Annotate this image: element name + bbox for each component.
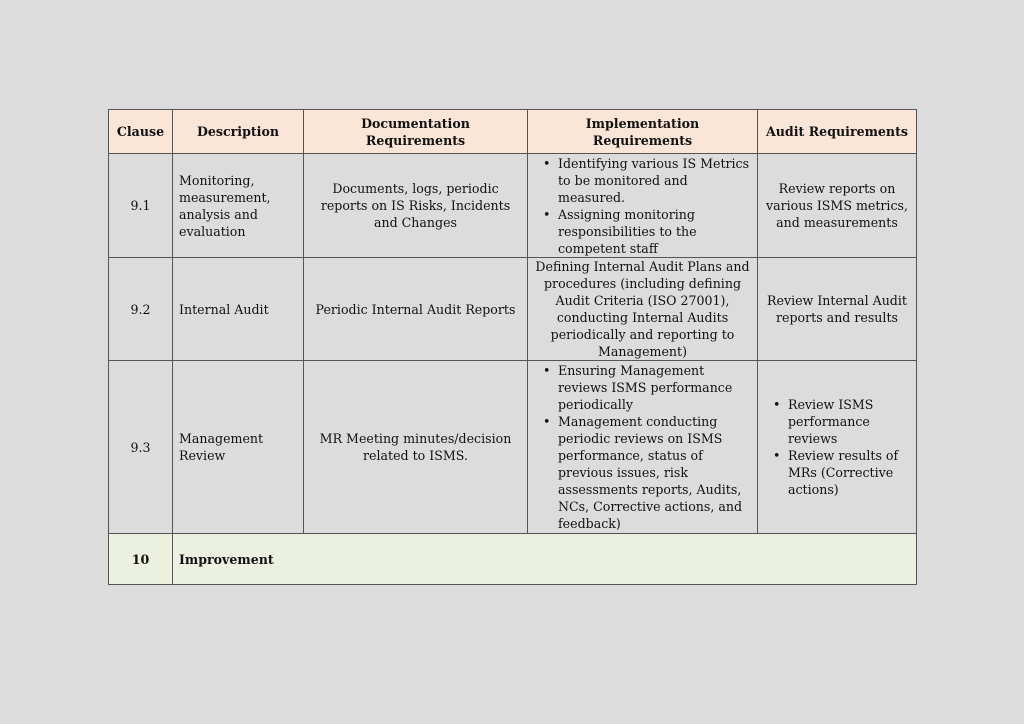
header-documentation-requirements: Documentation Requirements — [304, 110, 528, 154]
audit-cell: Review Internal Audit reports and results — [758, 258, 917, 361]
clause-cell: 9.1 — [109, 154, 173, 258]
list-item: • Ensuring Management reviews ISMS performance periodically — [558, 362, 751, 413]
section-title: Improvement — [173, 534, 917, 585]
implementation-cell — [528, 154, 758, 258]
section-row — [109, 534, 917, 585]
description-cell: Management Review — [173, 361, 304, 534]
header-audit-requirements: Audit Requirements — [758, 110, 917, 154]
clause-cell: 10 — [109, 534, 173, 585]
clause-cell: 9.3 — [109, 361, 173, 534]
audit-cell: Review reports on various ISMS metrics, and measurements — [758, 154, 917, 258]
list-item: • Management conducting periodic reviews on ISMS performance, status of previous issues, risk assessments reports, Audits, NCs, Corrective actions, and feedback) — [558, 413, 751, 532]
implementation-list — [534, 155, 751, 257]
requirements-table — [108, 109, 917, 585]
documentation-cell: Documents, logs, periodic reports on IS Risks, Incidents and Changes — [304, 154, 528, 258]
header-clause: Clause — [109, 110, 173, 154]
list-item: • Identifying various IS Metrics to be monitored and measured. — [558, 155, 751, 206]
documentation-cell: Periodic Internal Audit Reports — [304, 258, 528, 361]
audit-list — [764, 396, 910, 498]
list-item: • Assigning monitoring responsibilities to the competent staff — [558, 206, 751, 257]
list-item: • Review ISMS performance reviews — [788, 396, 910, 447]
description-cell: Internal Audit — [173, 258, 304, 361]
table-row — [109, 361, 917, 534]
audit-cell — [758, 361, 917, 534]
clause-cell: 9.2 — [109, 258, 173, 361]
description-cell: Monitoring, measurement, analysis and evaluation — [173, 154, 304, 258]
documentation-cell: MR Meeting minutes/decision related to ISMS. — [304, 361, 528, 534]
header-implementation-requirements: Implementation Requirements — [528, 110, 758, 154]
header-description: Description — [173, 110, 304, 154]
implementation-list — [534, 362, 751, 532]
table-row — [109, 258, 917, 361]
list-item: • Review results of MRs (Corrective actions) — [788, 447, 910, 498]
table-row — [109, 154, 917, 258]
implementation-cell — [528, 361, 758, 534]
implementation-cell: Defining Internal Audit Plans and procedures (including defining Audit Criteria (ISO 27001), conducting Internal Audits periodically and reporting to Management) — [528, 258, 758, 361]
table-header-row — [109, 110, 917, 154]
